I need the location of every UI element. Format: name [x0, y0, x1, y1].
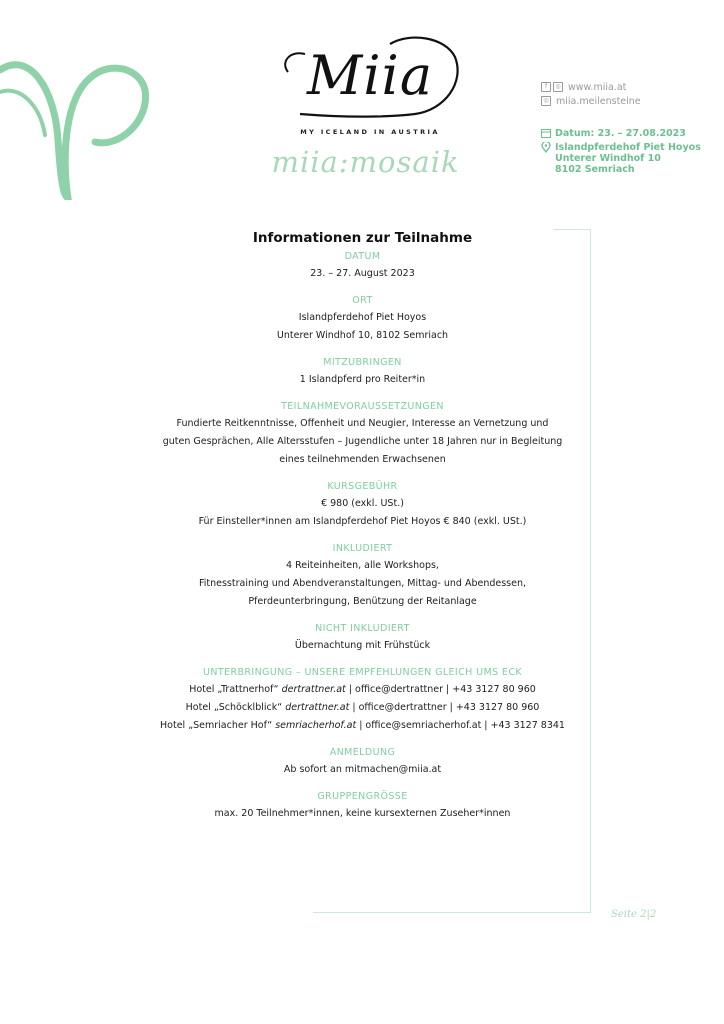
event-subtitle: miia:mosaik: [271, 145, 460, 179]
frame-right-line: [590, 229, 591, 913]
section-heading-nicht-inkludiert: NICHT INKLUDIERT: [315, 623, 410, 634]
inkludiert-line: Pferdeunterbringung, Benützung der Reitanlage: [248, 596, 477, 607]
contact-info: [541, 80, 641, 108]
event-info: [541, 128, 701, 175]
mitzubringen-line: 1 Islandpferd pro Reiter*in: [299, 374, 426, 385]
page-number: Seite 2|2: [611, 909, 657, 920]
section-heading-ort: ORT: [352, 295, 373, 306]
instagram-handle[interactable]: miia.meilensteine: [556, 95, 641, 107]
event-location-row: [541, 142, 701, 175]
inkludiert-line: Fitnesstraining und Abendveranstaltungen, Mittag- und Abendessen,: [198, 578, 527, 589]
anmeldung-line[interactable]: Ab sofort an mitmachen@miia.at: [283, 764, 442, 775]
hotel-contact: | office@semriacherhof.at | +43 3127 8341: [356, 720, 565, 731]
hotel-contact: | office@dertrattner | +43 3127 80 960: [345, 684, 536, 695]
event-date: Datum: 23. – 27.08.2023: [555, 128, 686, 139]
kursgebuehr-line: Für Einsteller*innen am Islandpferdehof Piet Hoyos € 840 (exkl. USt.): [198, 516, 527, 527]
section-heading-kursgebuehr: KURSGEBÜHR: [327, 481, 398, 492]
section-heading-unterbringung: UNTERBRINGUNG – UNSERE EMPFEHLUNGEN GLEICH UMS ECK: [202, 667, 522, 678]
nicht-inkludiert-line: Übernachtung mit Frühstück: [294, 640, 431, 651]
hotel-line: [140, 717, 585, 735]
hotel-name: Hotel „Semriacher Hof“: [160, 720, 273, 731]
hotel-website[interactable]: dertrattner.at: [281, 684, 346, 695]
logo-swash: [270, 32, 470, 132]
event-date-row: [541, 128, 701, 142]
voraussetzungen-line: Fundierte Reitkenntnisse, Offenheit und Neugier, Interesse an Vernetzung und: [176, 418, 549, 429]
event-city: 8102 Semriach: [555, 164, 635, 175]
logo-text: Miia: [306, 44, 434, 107]
location-pin-icon: [541, 142, 555, 156]
logo-tagline: MY ICELAND IN AUSTRIA: [300, 128, 440, 136]
hotel-line: [140, 699, 585, 717]
event-street: Unterer Windhof 10: [555, 153, 661, 164]
event-venue: Islandpferdehof Piet Hoyos: [555, 142, 701, 153]
instagram-row: [541, 94, 641, 108]
section-heading-datum: DATUM: [344, 251, 381, 262]
hotel-name: Hotel „Trattnerhof“: [189, 684, 279, 695]
datum-line: 23. – 27. August 2023: [310, 268, 415, 279]
brand-logo: [270, 32, 470, 152]
kursgebuehr-line: € 980 (exkl. USt.): [321, 498, 404, 509]
section-heading-voraussetzungen: TEILNAHMEVORAUSSETZUNGEN: [281, 401, 444, 412]
facebook-icon: f: [541, 82, 551, 92]
gruppengroesse-line: max. 20 Teilnehmer*innen, keine kursexternen Zuseher*innen: [214, 808, 511, 819]
section-heading-inkludiert: INKLUDIERT: [332, 543, 393, 554]
instagram-icon: ◎: [541, 96, 551, 106]
frame-bottom-line: [313, 912, 591, 913]
hotel-website[interactable]: semriacherhof.at: [275, 720, 357, 731]
info-content: [140, 230, 585, 823]
inkludiert-line: 4 Reiteinheiten, alle Workshops,: [286, 560, 439, 571]
hotel-line: [140, 681, 585, 699]
hotel-name: Hotel „Schöcklblick“: [185, 702, 283, 713]
section-heading-mitzubringen: MITZUBRINGEN: [323, 357, 402, 368]
ort-line: Islandpferdehof Piet Hoyos: [298, 312, 427, 323]
hotel-contact: | office@dertrattner | +43 3127 80 960: [349, 702, 540, 713]
hotel-website[interactable]: dertrattner.at: [285, 702, 350, 713]
instagram-icon: ◎: [553, 82, 563, 92]
voraussetzungen-line: guten Gesprächen, Alle Altersstufen – Jugendliche unter 18 Jahren nur in Begleitung: [162, 436, 563, 447]
website-row: [541, 80, 641, 94]
section-heading-gruppengroesse: GRUPPENGRÖSSE: [317, 791, 408, 802]
decorative-swash: [0, 30, 150, 200]
ort-line: Unterer Windhof 10, 8102 Semriach: [276, 330, 449, 341]
calendar-icon: [541, 128, 555, 141]
section-heading-anmeldung: ANMELDUNG: [329, 747, 396, 758]
page-title: Informationen zur Teilnahme: [252, 230, 473, 246]
website-link[interactable]: www.miia.at: [568, 81, 627, 93]
voraussetzungen-line: eines teilnehmenden Erwachsenen: [279, 454, 446, 465]
